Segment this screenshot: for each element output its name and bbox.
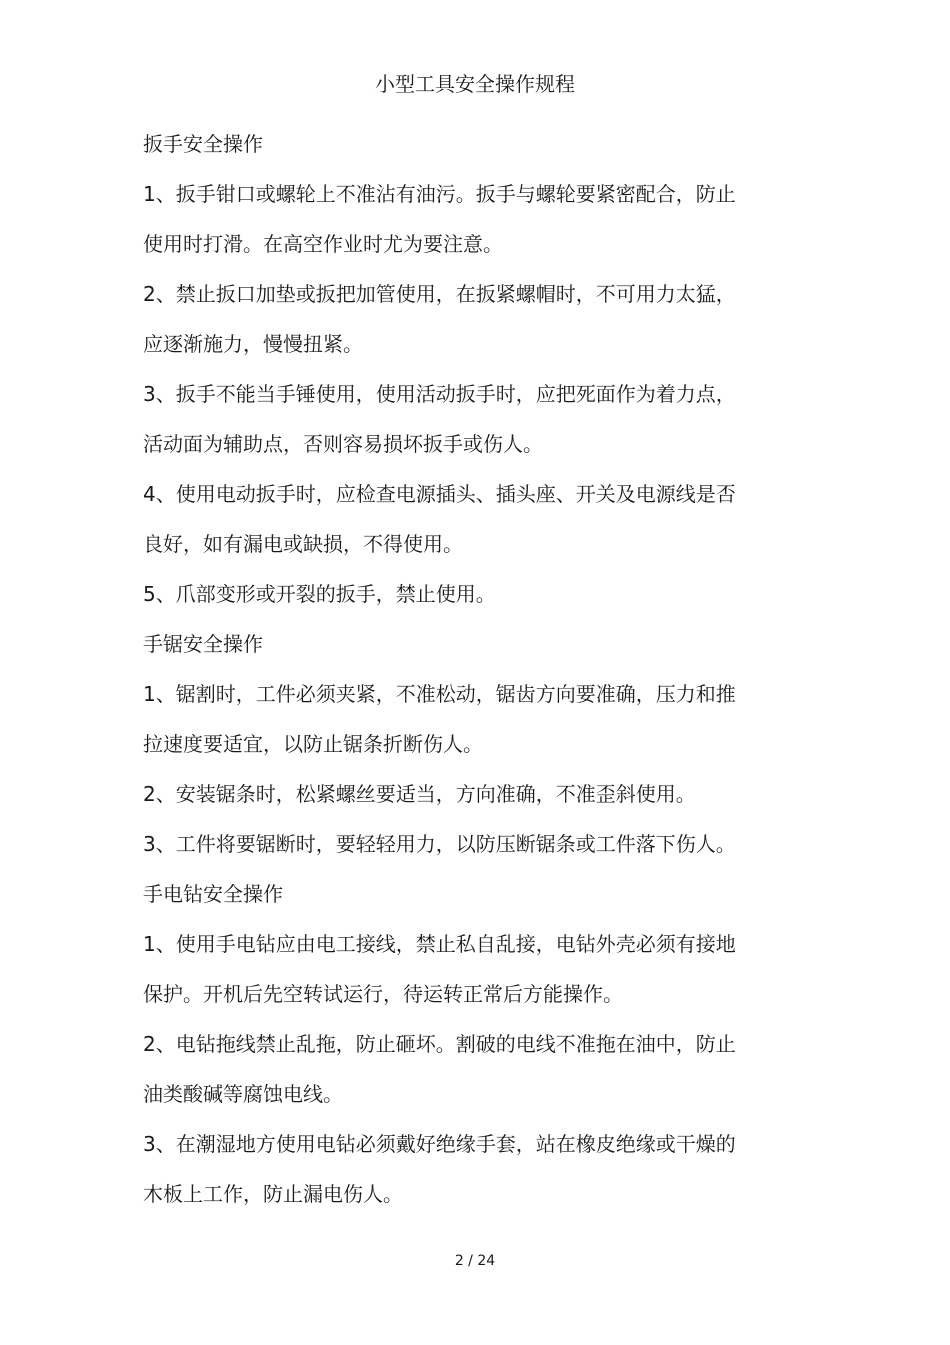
body-line: 1、使用手电钻应由电工接线，禁止私自乱接，电钻外壳必须有接地 <box>143 932 736 956</box>
page-number: 2 / 24 <box>454 1253 496 1269</box>
body-line: 3、在潮湿地方使用电钻必须戴好绝缘手套，站在橡皮绝缘或干燥的 <box>143 1132 736 1156</box>
body-line: 2、安装锯条时，松紧螺丝要适当，方向准确，不准歪斜使用。 <box>143 782 696 806</box>
body-line: 油类酸碱等腐蚀电线。 <box>143 1082 343 1106</box>
body-line: 2、禁止扳口加垫或扳把加管使用，在扳紧螺帽时，不可用力太猛， <box>143 282 736 306</box>
body-line: 3、扳手不能当手锤使用，使用活动扳手时，应把死面作为着力点， <box>143 382 736 406</box>
section-heading-wrench: 扳手安全操作 <box>143 132 263 156</box>
body-line: 木板上工作，防止漏电伤人。 <box>143 1182 403 1206</box>
body-line: 应逐渐施力，慢慢扭紧。 <box>143 332 363 356</box>
body-line: 3、工件将要锯断时，要轻轻用力，以防压断锯条或工件落下伤人。 <box>143 832 736 856</box>
section-heading-hand-saw: 手锯安全操作 <box>143 632 263 656</box>
body-line: 4、使用电动扳手时，应检查电源插头、插头座、开关及电源线是否 <box>143 482 736 506</box>
body-line: 良好，如有漏电或缺损，不得使用。 <box>143 532 463 556</box>
section-heading-hand-drill: 手电钻安全操作 <box>143 882 283 906</box>
body-line: 活动面为辅助点，否则容易损坏扳手或伤人。 <box>143 432 543 456</box>
body-line: 5、爪部变形或开裂的扳手，禁止使用。 <box>143 582 496 606</box>
body-line: 使用时打滑。在高空作业时尤为要注意。 <box>143 232 503 256</box>
body-line: 保护。开机后先空转试运行，待运转正常后方能操作。 <box>143 982 623 1006</box>
body-line: 1、扳手钳口或螺轮上不准沾有油污。扳手与螺轮要紧密配合，防止 <box>143 182 736 206</box>
body-line: 1、锯割时，工件必须夹紧，不准松动，锯齿方向要准确，压力和推 <box>143 682 736 706</box>
document-title: 小型工具安全操作规程 <box>375 72 575 96</box>
body-line: 2、电钻拖线禁止乱拖，防止砸坏。割破的电线不准拖在油中，防止 <box>143 1032 736 1056</box>
body-line: 拉速度要适宜，以防止锯条折断伤人。 <box>143 732 483 756</box>
